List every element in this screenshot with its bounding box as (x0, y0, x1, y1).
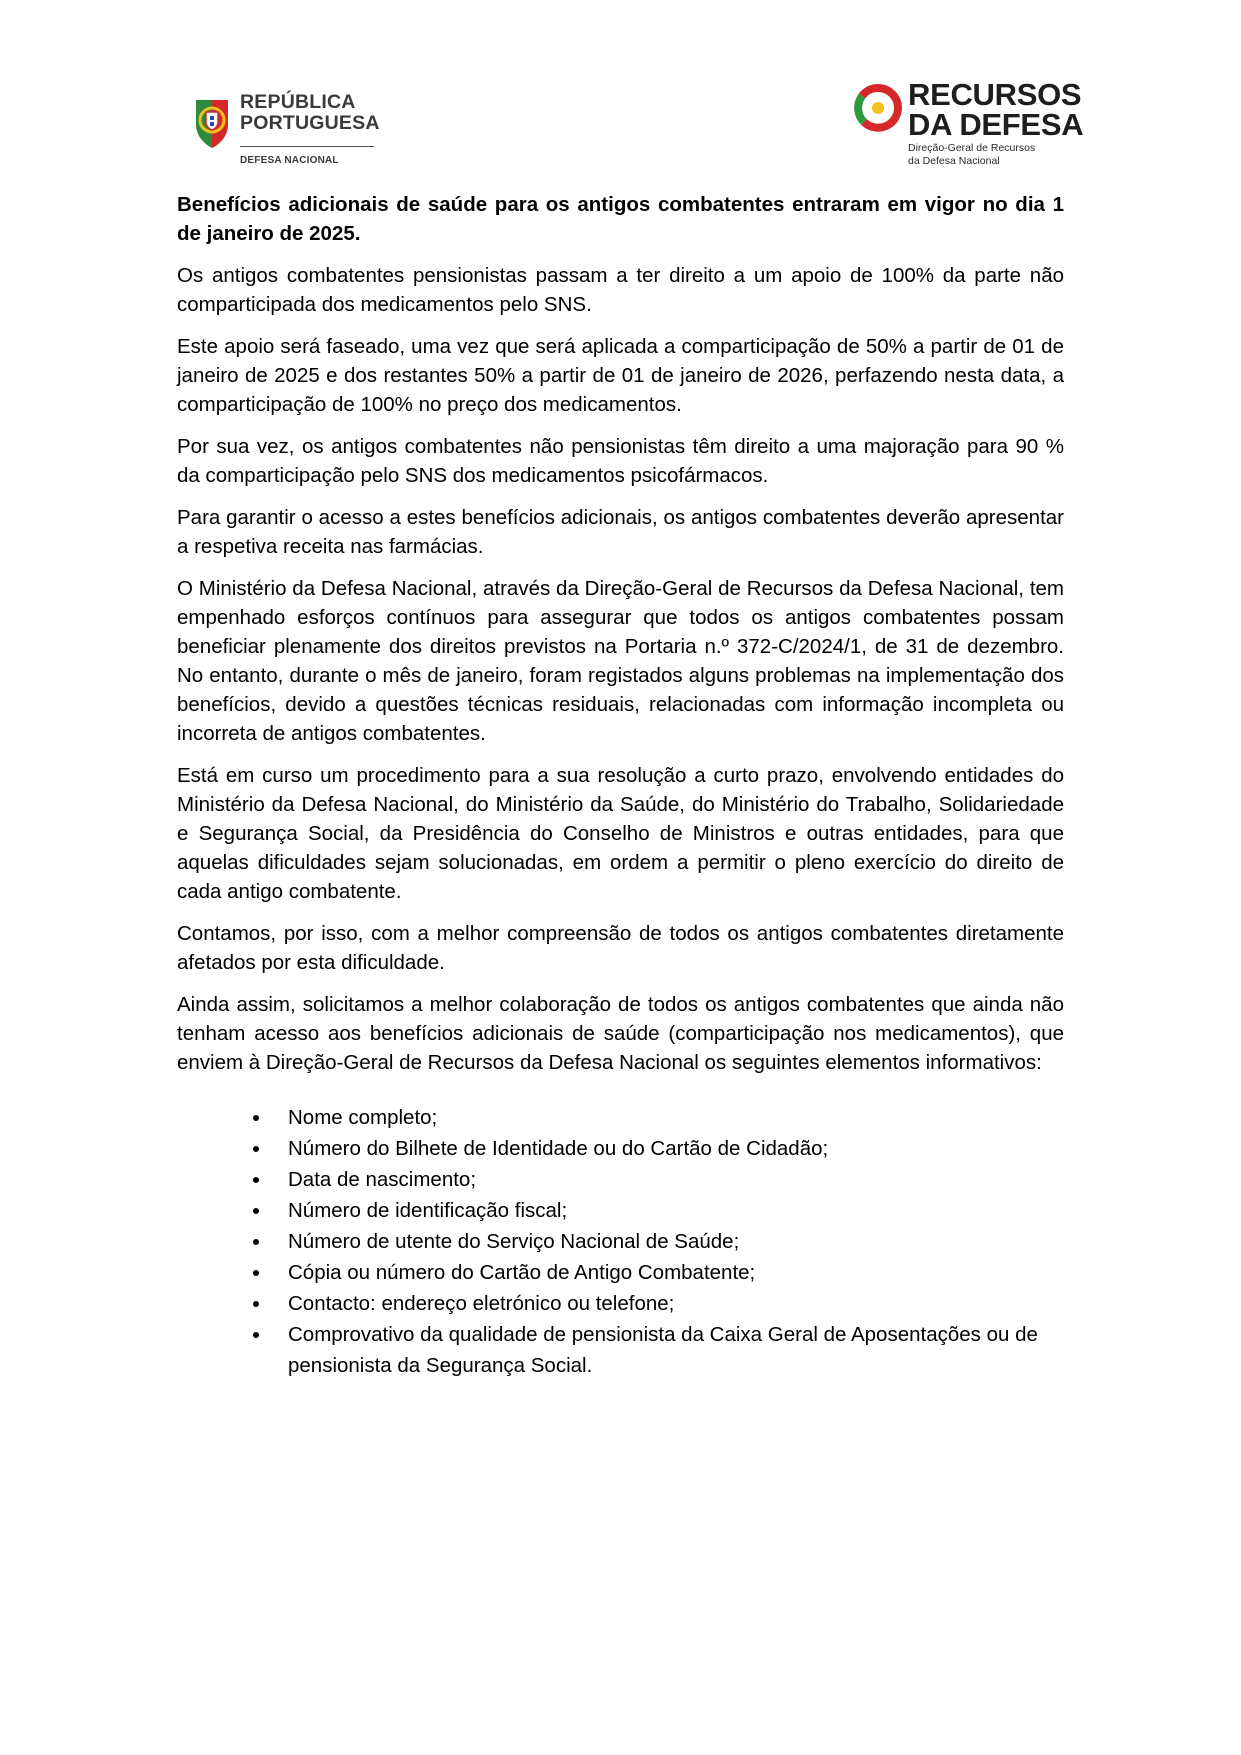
list-item (288, 1195, 1064, 1226)
list-item-text: Cópia ou número do Cartão de Antigo Combatente; (288, 1261, 756, 1284)
bullet-icon (253, 1270, 259, 1276)
paragraph-ministerio: O Ministério da Defesa Nacional, através da Direção-Geral de Recursos da Defesa Nacional, tem empenhado esforços contínuos para assegurar que todos os antigos combatentes possam beneficiar plenamente dos direitos previstos na Portaria n.º 372-C/2024/1, de 31 de dezembro. No entanto, durante o mês de janeiro, foram registados alguns problemas na implementação dos benefícios, devido a questões técnicas residuais, relacionadas com informação incompleta ou incorreta de antigos combatentes. (177, 577, 1064, 745)
bullet-icon (253, 1177, 259, 1183)
recursos-da-defesa-subtitle (908, 142, 1035, 168)
list-item (288, 1102, 1064, 1133)
paragraph-procedimento: Está em curso um procedimento para a sua resolução a curto prazo, envolvendo entidades do Ministério da Defesa Nacional, do Ministério da Saúde, do Ministério do Trabalho, Solidariedade e Segurança Social, da Presidência do Conselho de Ministros e outras entidades, para que aquelas dificuldades sejam solucionadas, em ordem a permitir o pleno exercício do direito de cada antigo combatente. (177, 764, 1064, 903)
bullet-icon (253, 1301, 259, 1307)
document-headline: Benefícios adicionais de saúde para os antigos combatentes entraram em vigor no dia 1 de janeiro de 2025. (177, 193, 1064, 245)
list-item-text: Comprovativo da qualidade de pensionista da Caixa Geral de Aposentações ou de pensionista da Segurança Social. (288, 1323, 1038, 1377)
list-item-text: Nome completo; (288, 1106, 438, 1129)
paragraph-compreensao: Contamos, por isso, com a melhor compreensão de todos os antigos combatentes diretamente afetados por esta dificuldade. (177, 922, 1064, 974)
bullet-icon (253, 1146, 259, 1152)
logo-subtitle: DEFESA NACIONAL (240, 155, 339, 166)
bullet-icon (253, 1332, 259, 1338)
list-item (288, 1319, 1064, 1381)
republica-portuguesa-wordmark (240, 92, 380, 134)
list-item (288, 1133, 1064, 1164)
list-item-text: Contacto: endereço eletrónico ou telefone; (288, 1292, 675, 1315)
list-item-text: Data de nascimento; (288, 1168, 477, 1191)
logo-line-1: REPÚBLICA (240, 91, 356, 113)
recursos-da-defesa-wordmark (908, 77, 1084, 142)
paragraph-acesso-farmacias: Para garantir o acesso a estes benefícios adicionais, os antigos combatentes deverão apresentar a respetiva receita nas farmácias. (177, 506, 1064, 558)
recursos-da-defesa-logo (854, 77, 1084, 170)
paragraph-faseamento: Este apoio será faseado, uma vez que será aplicada a comparticipação de 50% a partir de 01 de janeiro de 2025 e dos restantes 50% a partir de 01 de janeiro de 2026, perfazendo nesta data, a comparticipação de 100% no preço dos medicamentos. (177, 335, 1064, 416)
portuguese-coat-of-arms-icon (192, 94, 232, 150)
bullet-icon (253, 1208, 259, 1214)
logo-title-line-2: DA DEFESA (908, 107, 1084, 142)
republica-portuguesa-logo (192, 92, 392, 172)
logo-line-2: PORTUGUESA (240, 112, 380, 134)
page-header (0, 0, 1241, 180)
list-item (288, 1288, 1064, 1319)
bullet-icon (253, 1115, 259, 1121)
list-item-text: Número do Bilhete de Identidade ou do Cartão de Cidadão; (288, 1137, 829, 1160)
logo-subtitle-line-2: da Defesa Nacional (908, 155, 1000, 167)
document-body (177, 190, 1064, 1381)
bullet-icon (253, 1239, 259, 1245)
recursos-da-defesa-ring-icon (854, 84, 902, 132)
paragraph-colaboracao: Ainda assim, solicitamos a melhor colaboração de todos os antigos combatentes que ainda não tenham acesso aos benefícios adicionais de saúde (comparticipação nos medicamentos), que enviem à Direção-Geral de Recursos da Defesa Nacional os seguintes elementos informativos: (177, 993, 1064, 1074)
list-item (288, 1257, 1064, 1288)
logo-title-line-1: RECURSOS (908, 77, 1082, 112)
required-elements-list (177, 1102, 1064, 1381)
list-item-text: Número de utente do Serviço Nacional de Saúde; (288, 1230, 740, 1253)
list-item (288, 1226, 1064, 1257)
paragraph-pensionistas: Os antigos combatentes pensionistas passam a ter direito a um apoio de 100% da parte não comparticipada dos medicamentos pelo SNS. (177, 264, 1064, 316)
paragraph-nao-pensionistas: Por sua vez, os antigos combatentes não pensionistas têm direito a uma majoração para 90 % da comparticipação pelo SNS dos medicamentos psicofármacos. (177, 435, 1064, 487)
list-item-text: Número de identificação fiscal; (288, 1199, 568, 1222)
logo-divider (240, 146, 374, 147)
list-item (288, 1164, 1064, 1195)
logo-subtitle-line-1: Direção-Geral de Recursos (908, 142, 1036, 154)
